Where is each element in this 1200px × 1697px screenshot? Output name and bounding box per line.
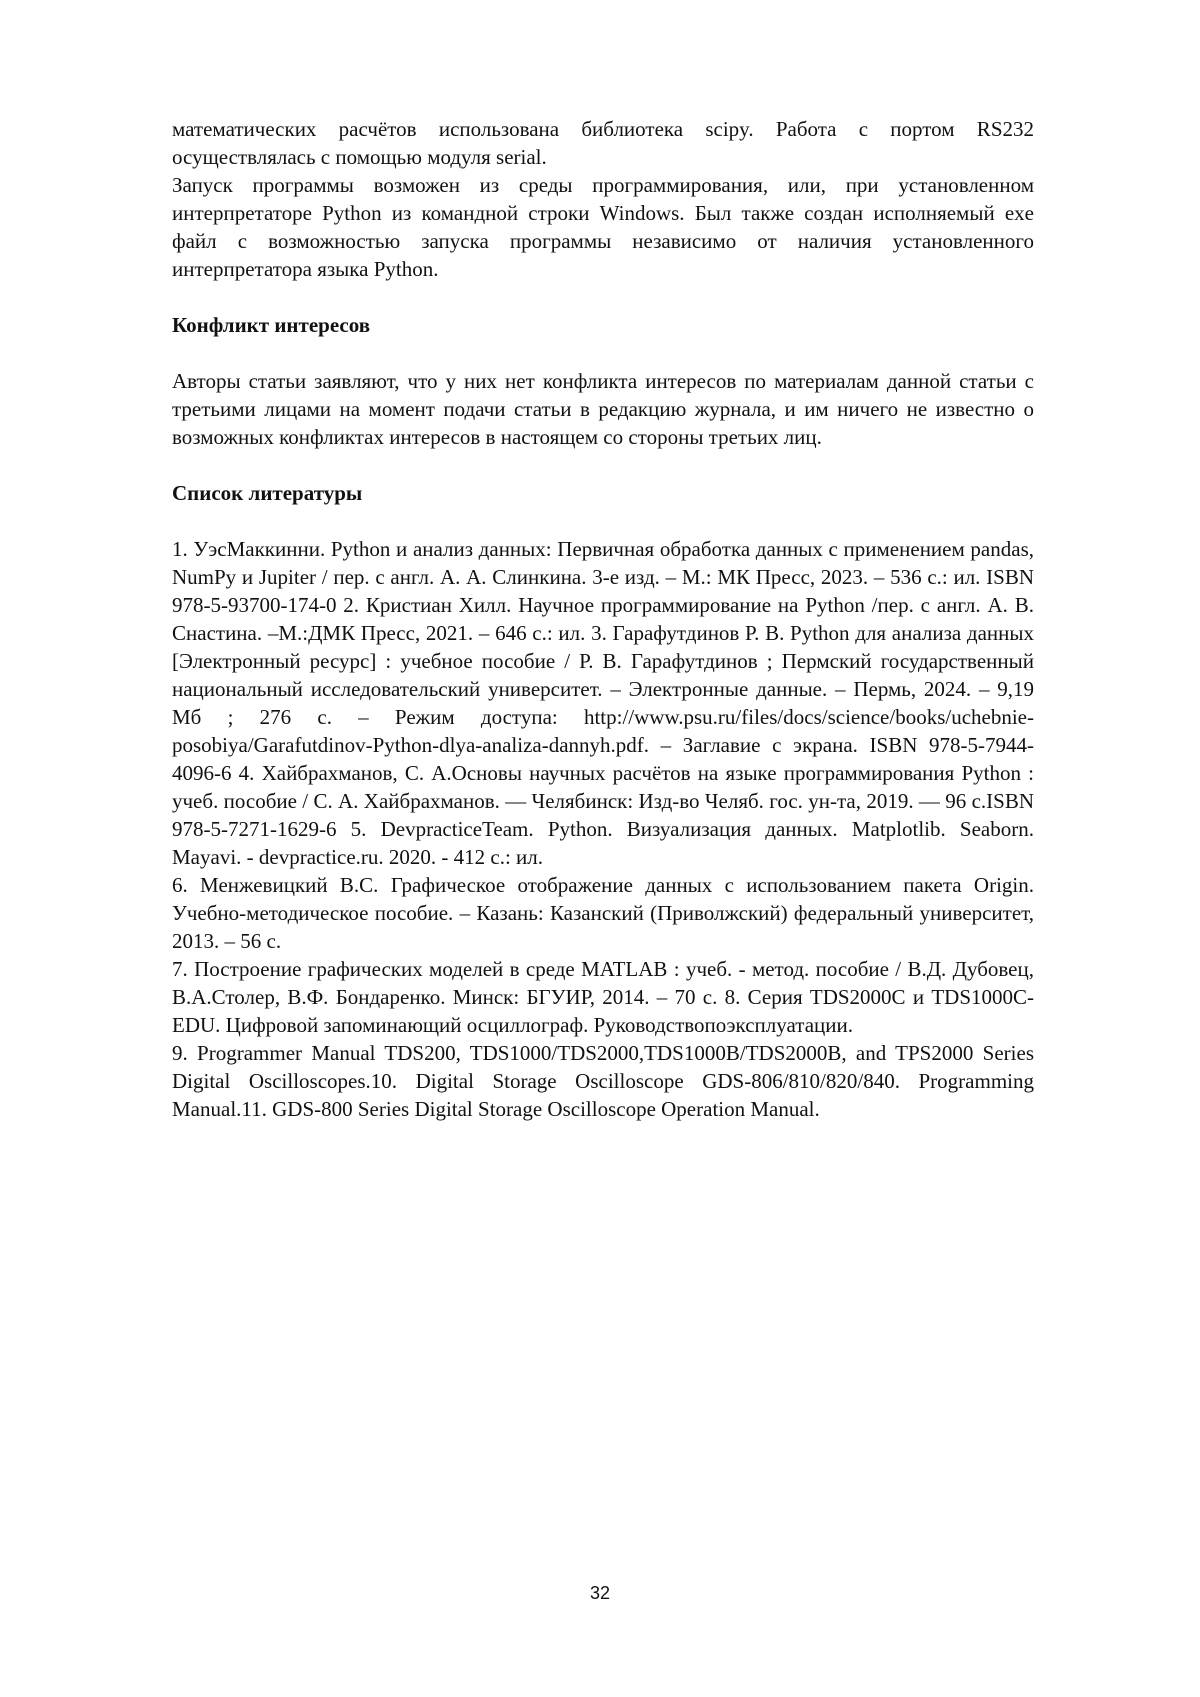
reference-entry: 9. Programmer Manual TDS200, TDS1000/TDS2000,TDS1000B/TDS2000B, and TPS2000 Series Digital Oscilloscopes.10. Digital Storage Oscilloscope GDS-806/810/820/840. Programming Manual.11. GDS-800 Series Digital Storage Oscilloscope Operation Manual. [172,1039,1034,1123]
conflict-paragraph: Авторы статьи заявляют, что у них нет конфликта интересов по материалам данной статьи с третьими лицами на момент подачи статьи в редакцию журнала, и им ничего не известно о возможных конфликтах интересов в настоящем со стороны третьих лиц. [172,367,1034,451]
intro-paragraph: Запуск программы возможен из среды программирования, или, при установленном интерпретаторе Python из командной строки Windows. Был также создан исполняемый exe файл с возможностью запуска программы независимо от наличия установленного интерпретатора языка Python. [172,171,1034,283]
reference-entry: 6. Менжевицкий В.С. Графическое отображение данных с использованием пакета Origin. Учебно-методическое пособие. – Казань: Казанский (Приволжский) федеральный университет, 2013. – 56 с. [172,871,1034,955]
reference-entry: 7. Построение графических моделей в среде MATLAB : учеб. - метод. пособие / В.Д. Дубовец, В.А.Столер, В.Ф. Бондаренко. Минск: БГУИР, 2014. – 70 с. 8. Серия TDS2000C и TDS1000C-EDU. Цифровой запоминающий осциллограф. Руководствопоэксплуатации. [172,955,1034,1039]
spacer [172,283,1034,311]
page-number: 32 [0,1583,1200,1604]
spacer [172,451,1034,479]
page-content [172,115,1034,1123]
spacer [172,339,1034,367]
references-heading: Список литературы [172,479,1034,507]
document-page [0,0,1200,1697]
reference-entry: 1. УэсМаккинни. Python и анализ данных: Первичная обработка данных с применением pandas, NumPy и Jupiter / пер. с англ. А. А. Слинкина. 3-е изд. – М.: МК Пресс, 2023. – 536 с.: ил. ISBN 978-5-93700-174-0 2. Кристиан Хилл. Научное программирование на Python /пер. с англ. А. В. Снастина. –М.:ДМК Пресс, 2021. – 646 с.: ил. 3. Гарафутдинов Р. В. Python для анализа данных [Электронный ресурс] : учебное пособие / Р. В. Гарафутдинов ; Пермский государственный национальный исследовательский университет. – Электронные данные. – Пермь, 2024. – 9,19 Мб ; 276 с. – Режим доступа: http://www.psu.ru/files/docs/science/books/uchebnie-posobiya/Garafutdinov-Python-dlya-analiza-dannyh.pdf. – Заглавие с экрана. ISBN 978-5-7944-4096-6 4. Хайбрахманов, С. А.Основы научных расчётов на языке программирования Python : учеб. пособие / С. А. Хайбрахманов. — Челябинск: Изд-во Челяб. гос. ун-та, 2019. — 96 с.ISBN 978-5-7271-1629-6 5. DevpracticeTeam. Python. Визуализация данных. Matplotlib. Seaborn. Mayavi. - devpractice.ru. 2020. - 412 с.: ил. [172,535,1034,871]
conflict-heading: Конфликт интересов [172,311,1034,339]
intro-paragraph: математических расчётов использована библиотека scipy. Работа с портом RS232 осуществлялась с помощью модуля serial. [172,115,1034,171]
spacer [172,507,1034,535]
